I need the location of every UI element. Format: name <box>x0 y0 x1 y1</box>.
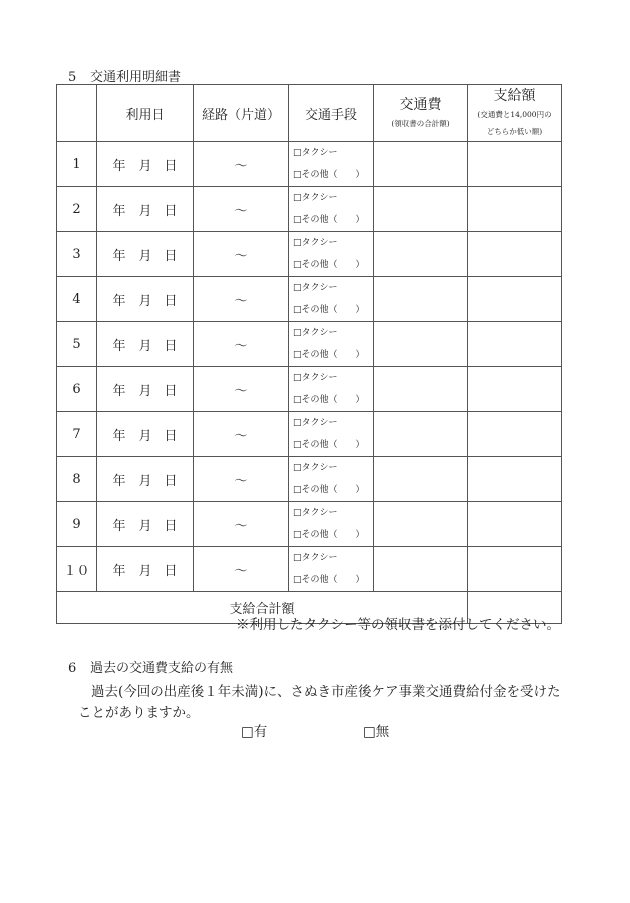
other-checkbox[interactable]: □その他（ ） <box>293 350 365 360</box>
table-row <box>57 412 562 457</box>
means-cell <box>289 367 374 412</box>
means-cell <box>289 412 374 457</box>
month-label: 月 <box>138 248 152 264</box>
table-row <box>57 367 562 412</box>
table-row <box>57 232 562 277</box>
row-number: 6 <box>57 367 97 412</box>
header-fare-label: 交通費 <box>399 96 442 113</box>
date-cell[interactable] <box>97 277 194 322</box>
taxi-checkbox[interactable]: □タクシー <box>293 283 338 293</box>
taxi-checkbox[interactable]: □タクシー <box>293 508 338 518</box>
payment-cell[interactable] <box>468 457 562 502</box>
fare-cell[interactable] <box>374 232 468 277</box>
table-row <box>57 187 562 232</box>
header-route: 経路（片道） <box>194 85 289 142</box>
year-label: 年 <box>112 473 126 489</box>
day-label: 日 <box>164 518 178 534</box>
date-cell[interactable] <box>97 547 194 592</box>
day-label: 日 <box>164 203 178 219</box>
fare-cell[interactable] <box>374 547 468 592</box>
taxi-checkbox[interactable]: □タクシー <box>293 463 338 473</box>
header-payment-sub2: どちらか低い額) <box>486 127 543 136</box>
row-number: 5 <box>57 322 97 367</box>
total-label: 支給合計額 <box>57 592 468 624</box>
row-number: 2 <box>57 187 97 232</box>
day-label: 日 <box>164 338 178 354</box>
day-label: 日 <box>164 563 178 579</box>
header-payment-sub1: (交通費と14,000円の <box>477 110 552 119</box>
fare-cell[interactable] <box>374 457 468 502</box>
row-number: 3 <box>57 232 97 277</box>
payment-cell[interactable] <box>468 412 562 457</box>
year-label: 年 <box>112 428 126 444</box>
row-number: １０ <box>57 547 97 592</box>
section6-title-text: 過去の交通費支給の有無 <box>90 661 234 676</box>
taxi-checkbox[interactable]: □タクシー <box>293 193 338 203</box>
route-cell[interactable]: ～ <box>194 412 289 457</box>
year-label: 年 <box>112 248 126 264</box>
table-row <box>57 277 562 322</box>
other-checkbox[interactable]: □その他（ ） <box>293 170 365 180</box>
route-cell[interactable]: ～ <box>194 547 289 592</box>
month-label: 月 <box>138 293 152 309</box>
date-cell[interactable] <box>97 367 194 412</box>
payment-cell[interactable] <box>468 142 562 187</box>
date-cell[interactable] <box>97 142 194 187</box>
year-label: 年 <box>112 338 126 354</box>
route-cell[interactable]: ～ <box>194 322 289 367</box>
month-label: 月 <box>138 563 152 579</box>
fare-cell[interactable] <box>374 277 468 322</box>
fare-cell[interactable] <box>374 142 468 187</box>
other-checkbox[interactable]: □その他（ ） <box>293 395 365 405</box>
other-checkbox[interactable]: □その他（ ） <box>293 305 365 315</box>
option-no-checkbox[interactable]: □無 <box>363 724 390 740</box>
header-no <box>57 85 97 142</box>
day-label: 日 <box>164 158 178 174</box>
date-cell[interactable] <box>97 502 194 547</box>
month-label: 月 <box>138 203 152 219</box>
other-checkbox[interactable]: □その他（ ） <box>293 530 365 540</box>
route-cell[interactable]: ～ <box>194 187 289 232</box>
taxi-checkbox[interactable]: □タクシー <box>293 553 338 563</box>
day-label: 日 <box>164 383 178 399</box>
route-cell[interactable]: ～ <box>194 502 289 547</box>
means-cell <box>289 232 374 277</box>
fare-cell[interactable] <box>374 187 468 232</box>
route-cell[interactable]: ～ <box>194 457 289 502</box>
day-label: 日 <box>164 293 178 309</box>
year-label: 年 <box>112 203 126 219</box>
month-label: 月 <box>138 428 152 444</box>
payment-cell[interactable] <box>468 322 562 367</box>
taxi-checkbox[interactable]: □タクシー <box>293 373 338 383</box>
route-cell[interactable]: ～ <box>194 232 289 277</box>
means-cell <box>289 457 374 502</box>
other-checkbox[interactable]: □その他（ ） <box>293 215 365 225</box>
taxi-checkbox[interactable]: □タクシー <box>293 148 338 158</box>
other-checkbox[interactable]: □その他（ ） <box>293 485 365 495</box>
fare-cell[interactable] <box>374 367 468 412</box>
other-checkbox[interactable]: □その他（ ） <box>293 575 365 585</box>
month-label: 月 <box>138 383 152 399</box>
section6-title <box>68 657 233 676</box>
month-label: 月 <box>138 338 152 354</box>
payment-cell[interactable] <box>468 367 562 412</box>
taxi-checkbox[interactable]: □タクシー <box>293 328 338 338</box>
route-cell[interactable]: ～ <box>194 367 289 412</box>
row-number: 7 <box>57 412 97 457</box>
route-cell[interactable]: ～ <box>194 142 289 187</box>
year-label: 年 <box>112 158 126 174</box>
section5-number: 5 <box>68 70 77 85</box>
date-cell[interactable] <box>97 187 194 232</box>
means-cell <box>289 142 374 187</box>
row-number: 8 <box>57 457 97 502</box>
row-number: 4 <box>57 277 97 322</box>
taxi-checkbox[interactable]: □タクシー <box>293 238 338 248</box>
transport-detail-table <box>56 84 562 624</box>
row-number: 1 <box>57 142 97 187</box>
question-line1: 過去(今回の出産後１年未満)に、さぬき市産後ケア事業交通費給付金を受けた <box>91 684 561 700</box>
date-cell[interactable] <box>97 457 194 502</box>
date-cell[interactable] <box>97 322 194 367</box>
header-payment <box>468 85 562 142</box>
receipt-note: ※利用したタクシー等の領収書を添付してください。 <box>236 617 560 633</box>
table-row <box>57 502 562 547</box>
date-cell[interactable] <box>97 412 194 457</box>
header-fare-sub: (領収書の合計額) <box>391 118 450 128</box>
means-cell <box>289 547 374 592</box>
table-row <box>57 457 562 502</box>
payment-cell[interactable] <box>468 502 562 547</box>
route-cell[interactable]: ～ <box>194 277 289 322</box>
payment-cell[interactable] <box>468 232 562 277</box>
question-line2: ことがありますか。 <box>78 705 200 721</box>
date-cell[interactable] <box>97 232 194 277</box>
table-row <box>57 142 562 187</box>
table-header-row <box>57 85 562 142</box>
payment-cell[interactable] <box>468 187 562 232</box>
section5-title <box>68 66 181 85</box>
header-fare <box>374 85 468 142</box>
month-label: 月 <box>138 473 152 489</box>
year-label: 年 <box>112 293 126 309</box>
means-cell <box>289 187 374 232</box>
header-means: 交通手段 <box>289 85 374 142</box>
day-label: 日 <box>164 248 178 264</box>
year-label: 年 <box>112 563 126 579</box>
means-cell <box>289 322 374 367</box>
payment-cell[interactable] <box>468 547 562 592</box>
means-cell <box>289 277 374 322</box>
header-date: 利用日 <box>97 85 194 142</box>
day-label: 日 <box>164 473 178 489</box>
table-row <box>57 547 562 592</box>
payment-cell[interactable] <box>468 277 562 322</box>
option-yes-checkbox[interactable]: □有 <box>241 724 268 740</box>
means-cell <box>289 502 374 547</box>
section5-title-text: 交通利用明細書 <box>90 70 182 85</box>
row-number: 9 <box>57 502 97 547</box>
month-label: 月 <box>138 158 152 174</box>
year-label: 年 <box>112 518 126 534</box>
other-checkbox[interactable]: □その他（ ） <box>293 440 365 450</box>
fare-cell[interactable] <box>374 502 468 547</box>
other-checkbox[interactable]: □その他（ ） <box>293 260 365 270</box>
taxi-checkbox[interactable]: □タクシー <box>293 418 338 428</box>
table-row <box>57 322 562 367</box>
month-label: 月 <box>138 518 152 534</box>
fare-cell[interactable] <box>374 412 468 457</box>
year-label: 年 <box>112 383 126 399</box>
section6-number: 6 <box>68 661 77 676</box>
fare-cell[interactable] <box>374 322 468 367</box>
day-label: 日 <box>164 428 178 444</box>
header-payment-label: 支給額 <box>493 88 536 104</box>
